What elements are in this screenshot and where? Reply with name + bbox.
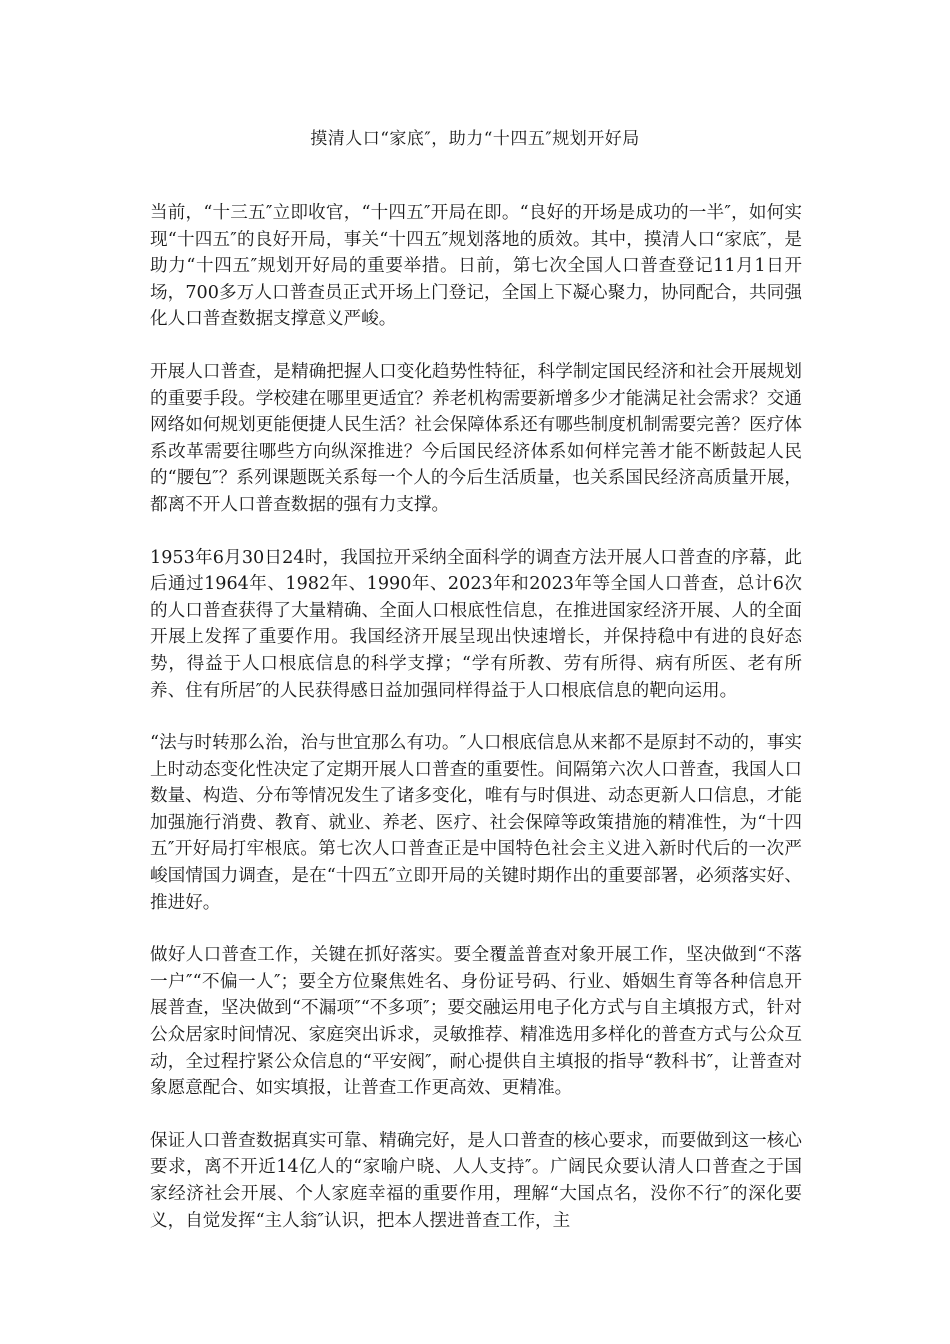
paragraph-2: 开展人口普查，是精确把握人口变化趋势性特征，科学制定国民经济和社会开展规划的重要手段。学校建在哪里更适宜？养老机构需要新增多少才能满足社会需求？交通网络如何规划更能便捷人民生活？社会保障体系还有哪些制度机制需要完善？医疗体系改革需要往哪些方向纵深推进？今后国民经济体系如何样完善才能不断鼓起人民的“腰包″？系列课题既关系每一个人的今后生活质量，也关系国民经济高质量开展，都离不开人口普查数据的强有力支撑。 [150, 361, 802, 515]
paragraph-1: 当前，“十三五″立即收官，“十四五″开局在即。“良好的开场是成功的一半″，如何实现“十四五″的良好开局，事关“十四五″规划落地的质效。其中，摸清人口“家底″，是助力“十四五″规划开好局的重要举措。日前，第七次全国人口普查登记11月1日开场，700多万人口普查员正式开场上门登记，全国上下凝心聚力，协同配合，共同强化人口普查数据支撑意义严峻。 [150, 203, 802, 330]
paragraph-3: 1953年6月30日24时，我国拉开采纳全面科学的调查方法开展人口普查的序幕，此后通过1964年、1982年、1990年、2023年和2023年等全国人口普查，总计6次的人口普查获得了大量精确、全面人口根底性信息，在推进国家经济开展、人的全面开展上发挥了重要作用。我国经济开展呈现出快速增长，并保持稳中有进的良好态势，得益于人口根底信息的科学支撑；“学有所教、劳有所得、病有所医、老有所养、住有所居″的人民获得感日益加强同样得益于人口根底信息的靶向运用。 [150, 547, 802, 701]
document-title: 摸清人口“家底″，助力“十四五″规划开好局 [310, 129, 640, 149]
paragraph-5: 做好人口普查工作，关键在抓好落实。要全覆盖普查对象开展工作，坚决做到“不落一户″“不偏一人″；要全方位聚焦姓名、身份证号码、行业、婚姻生育等各种信息开展普查，坚决做到“不漏项″“不多项″；要交融运用电子化方式与自主填报方式，针对公众居家时间情况、家庭突出诉求，灵敏推荐、精准选用多样化的普查方式与公众互动，全过程拧紧公众信息的“平安阀″，耐心提供自主填报的指导“教科书″，让普查对象愿意配合、如实填报，让普查工作更高效、更精准。 [150, 945, 802, 1099]
paragraph-4: “法与时转那么治，治与世宜那么有功。″人口根底信息从来都不是原封不动的，事实上时动态变化性决定了定期开展人口普查的重要性。间隔第六次人口普查，我国人口数量、构造、分布等情况发生了诸多变化，唯有与时俱进、动态更新人口信息，才能加强施行消费、教育、就业、养老、医疗、社会保障等政策措施的精准性，为“十四五″开好局打牢根底。第七次人口普查正是中国特色社会主义进入新时代后的一次严峻国情国力调查，是在“十四五″立即开局的关键时期作出的重要部署，必须落实好、推进好。 [150, 733, 802, 913]
paragraph-6: 保证人口普查数据真实可靠、精确完好，是人口普查的核心要求，而要做到这一核心要求，离不开近14亿人的“家喻户晓、人人支持″。广阔民众要认清人口普查之于国家经济社会开展、个人家庭幸福的重要作用，理解“大国点名，没你不行″的深化要义，自觉发挥“主人翁″认识，把本人摆进普查工作，主 [150, 1130, 802, 1231]
document-body [150, 200, 802, 1234]
